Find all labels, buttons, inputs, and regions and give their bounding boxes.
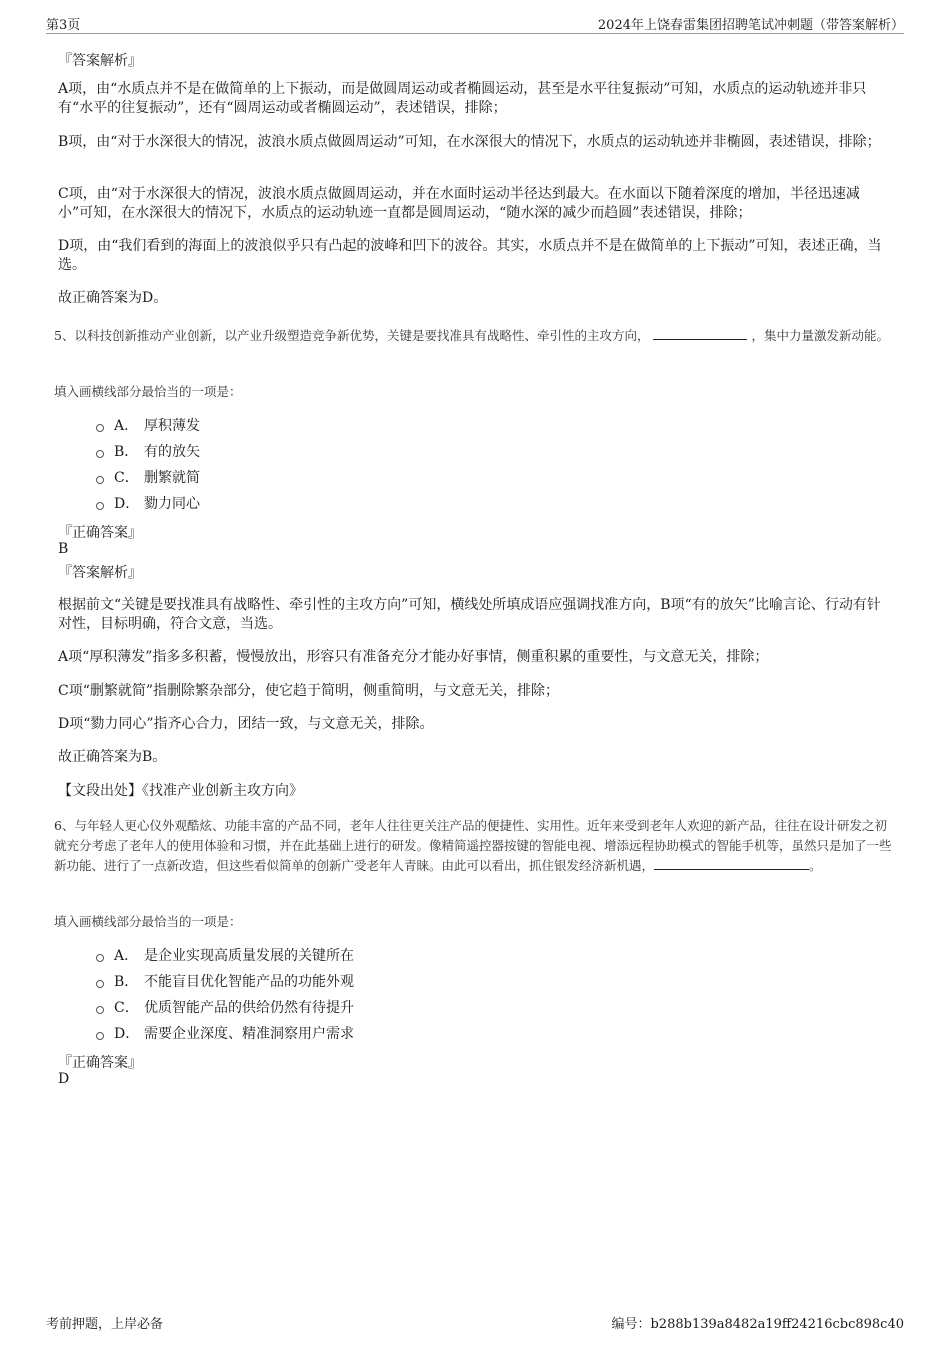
radio-icon[interactable] bbox=[96, 502, 104, 510]
q4-analysis-a: A项，由“水质点并不是在做简单的上下振动，而是做圆周运动或者椭圆运动，甚至是水平往复振动”可知，水质点的运动轨迹并非只有“水平的往复振动”，还有“圆周运动或者椭圆运动”，表述错误，排除； bbox=[58, 81, 867, 116]
document-title: 2024年上饶春雷集团招聘笔试冲刺题（带答案解析） bbox=[597, 18, 904, 33]
q5-stem-before: 5、以科技创新推动产业创新，以产业升级塑造竞争新优势，关键是要找准具有战略性、牵引性的主攻方向， bbox=[54, 328, 650, 343]
q6-correct-value: D bbox=[58, 1071, 70, 1087]
q5-analysis-label: 『答案解析』 bbox=[58, 565, 142, 581]
radio-icon[interactable] bbox=[96, 980, 104, 988]
q5-source: 【文段出处】《找准产业创新主攻方向》 bbox=[58, 783, 303, 799]
footer-slogan: 考前押题，上岸必备 bbox=[46, 1317, 164, 1332]
q5-options bbox=[96, 415, 200, 513]
q5-prompt: 填入画横线部分最恰当的一项是： bbox=[54, 384, 242, 399]
q5-analysis-4: D项“勠力同心”指齐心合力，团结一致，与文意无关，排除。 bbox=[58, 716, 434, 732]
q5-option-a[interactable]: A． 厚积薄发 bbox=[96, 415, 200, 435]
q6-options bbox=[96, 945, 354, 1043]
q5-option-c[interactable]: C． 删繁就简 bbox=[96, 467, 200, 487]
q5-correct-label: 『正确答案』 bbox=[58, 525, 142, 541]
q5-fill-blank bbox=[653, 327, 747, 340]
footer-document-id: 编号：b288b139a8482a19ff24216cbc898c40 bbox=[611, 1317, 904, 1332]
q5-option-b[interactable]: B． 有的放矢 bbox=[96, 441, 200, 461]
q5-analysis-2: A项“厚积薄发”指多多积蓄，慢慢放出，形容只有准备充分才能办好事情，侧重积累的重要性，与文意无关，排除； bbox=[58, 649, 769, 665]
radio-icon[interactable] bbox=[96, 476, 104, 484]
radio-icon[interactable] bbox=[96, 954, 104, 962]
q5-option-d[interactable]: D． 勠力同心 bbox=[96, 493, 200, 513]
radio-icon[interactable] bbox=[96, 424, 104, 432]
q6-prompt: 填入画横线部分最恰当的一项是： bbox=[54, 914, 242, 929]
q5-stem bbox=[54, 326, 894, 346]
q6-option-c[interactable]: C． 优质智能产品的供给仍然有待提升 bbox=[96, 997, 354, 1017]
header-divider bbox=[46, 33, 904, 34]
q6-option-d[interactable]: D． 需要企业深度、精准洞察用户需求 bbox=[96, 1023, 354, 1043]
q5-conclusion: 故正确答案为B。 bbox=[58, 749, 167, 765]
q4-analysis-label: 『答案解析』 bbox=[58, 53, 142, 69]
q5-analysis-1: 根据前文“关键是要找准具有战略性、牵引性的主攻方向”可知，横线处所填成语应强调找准方向，B项“有的放矢”比喻言论、行动有针对性，目标明确，符合文意，当选。 bbox=[58, 597, 881, 632]
q6-stem bbox=[54, 816, 894, 876]
q5-analysis-3: C项“删繁就简”指删除繁杂部分，使它趋于简明，侧重简明，与文意无关，排除； bbox=[58, 683, 560, 699]
q4-analysis-b: B项，由“对于水深很大的情况，波浪水质点做圆周运动”可知，在水深很大的情况下，水质点的运动轨迹并非椭圆，表述错误，排除； bbox=[58, 134, 881, 150]
q6-option-b[interactable]: B． 不能盲目优化智能产品的功能外观 bbox=[96, 971, 354, 991]
radio-icon[interactable] bbox=[96, 450, 104, 458]
q6-stem-text: 6、与年轻人更心仪外观酷炫、功能丰富的产品不同，老年人往往更关注产品的便捷性、实用性。近年来受到老年人欢迎的新产品，往往在设计研发之初就充分考虑了老年人的使用体验和习惯，并在此基础上进行的研发。像精简遥控器按键的智能电视、增添远程协助模式的智能手机等，虽然只是加了一些新功能、进行了一点新改造，但这些看似简单的创新广受老年人青睐。由此可以看出，抓住银发经济新机遇， bbox=[54, 818, 892, 873]
q5-correct-value: B bbox=[58, 541, 69, 557]
page-number: 第3页 bbox=[46, 18, 81, 33]
radio-icon[interactable] bbox=[96, 1032, 104, 1040]
q6-stem-end: 。 bbox=[809, 858, 822, 873]
q4-analysis-d: D项，由“我们看到的海面上的波浪似乎只有凸起的波峰和凹下的波谷。其实，水质点并不是在做简单的上下振动”可知，表述正确，当选。 bbox=[58, 238, 882, 273]
q5-stem-after: ，集中力量激发新动能。 bbox=[751, 328, 889, 343]
q6-option-a[interactable]: A． 是企业实现高质量发展的关键所在 bbox=[96, 945, 354, 965]
radio-icon[interactable] bbox=[96, 1006, 104, 1014]
q4-conclusion: 故正确答案为D。 bbox=[58, 290, 168, 306]
q4-analysis-c: C项，由“对于水深很大的情况，波浪水质点做圆周运动，并在水面时运动半径达到最大。在水面以下随着深度的增加，半径迅速减小”可知，在水深很大的情况下，水质点的运动轨迹一直都是圆周运动，“随水深的减少而趋圆”表述错误，排除； bbox=[58, 186, 860, 221]
q6-correct-label: 『正确答案』 bbox=[58, 1055, 142, 1071]
q6-fill-blank bbox=[654, 857, 809, 870]
